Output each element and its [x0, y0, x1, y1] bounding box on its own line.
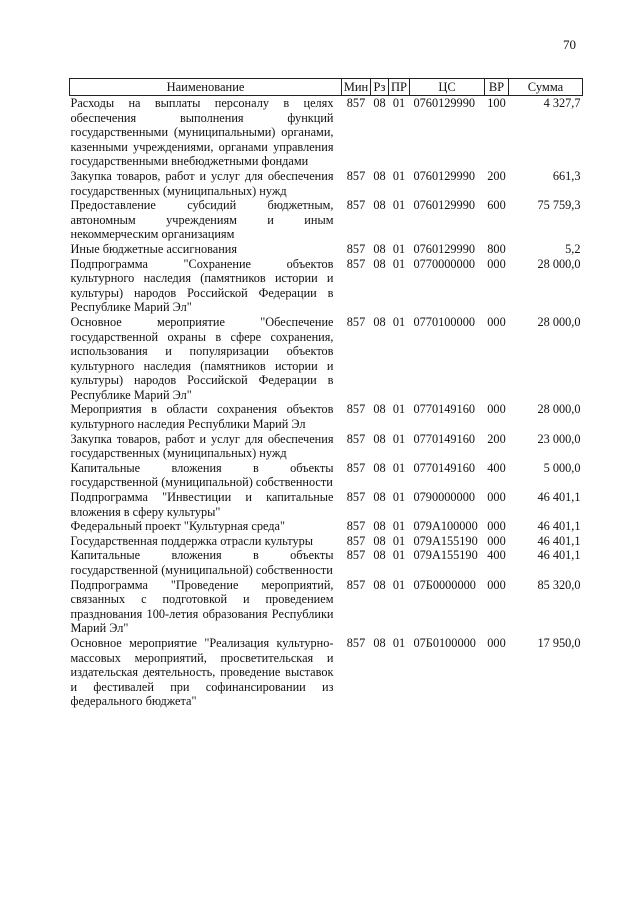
row-sum: 17 950,0 [537, 635, 581, 650]
row-cs: 07Б0100000 [413, 635, 476, 650]
row-sum: 661,3 [552, 168, 581, 183]
row-name: Государственная поддержка отрасли культуры [70, 533, 314, 548]
row-rz: 08 [373, 577, 386, 592]
row-name: Подпрограмма "Сохранение объектов культурного наследия (памятников истории и культуры) народов Российской Федерации в Республике Марий Эл" [70, 256, 334, 315]
row-min: 857 [346, 198, 366, 213]
row-name: Закупка товаров, работ и услуг для обеспечения государственных (муниципальных) нужд [70, 431, 334, 461]
table-row [70, 198, 583, 242]
table-row [70, 578, 583, 636]
row-pr: 01 [392, 241, 406, 256]
table-row [70, 315, 583, 403]
row-cs: 0760129990 [413, 198, 475, 213]
row-cs: 0770000000 [413, 256, 475, 271]
row-vr: 600 [487, 198, 506, 213]
row-name: Мероприятия в области сохранения объектов культурного наследия Республики Марий Эл [70, 402, 334, 432]
row-pr: 01 [392, 198, 406, 213]
row-vr: 000 [487, 256, 506, 271]
row-min: 857 [346, 168, 366, 183]
row-min: 857 [346, 256, 366, 271]
row-min: 857 [346, 577, 366, 592]
row-cs: 0770149160 [413, 460, 475, 475]
table-row [70, 534, 583, 549]
row-rz: 08 [373, 460, 386, 475]
table-row [70, 242, 583, 257]
header-vr: ВР [485, 79, 509, 96]
row-name: Капитальные вложения в объекты государственной (муниципальной) собственности [70, 548, 334, 577]
page-number: 70 [563, 37, 576, 52]
row-cs: 0760129990 [413, 241, 475, 256]
row-sum: 46 401,1 [537, 490, 581, 505]
row-vr: 200 [487, 168, 506, 183]
row-vr: 400 [487, 460, 506, 475]
header-sum: Сумма [509, 79, 583, 96]
header-pr: ПР [389, 79, 410, 96]
table-row [70, 548, 583, 577]
row-pr: 01 [392, 533, 406, 548]
row-sum: 28 000,0 [537, 402, 581, 417]
row-sum: 5,2 [565, 241, 581, 256]
row-cs: 0770100000 [413, 314, 475, 329]
row-name: Капитальные вложения в объекты государственной (муниципальной) собственности [70, 460, 334, 490]
row-cs: 079А100000 [413, 519, 478, 534]
row-cs: 07Б0000000 [413, 577, 476, 592]
row-rz: 08 [373, 256, 386, 271]
row-vr: 000 [487, 490, 506, 505]
row-min: 857 [346, 241, 366, 256]
table-body [70, 96, 583, 709]
header-cs: ЦС [410, 79, 485, 96]
row-pr: 01 [392, 256, 406, 271]
table-row [70, 96, 583, 169]
row-pr: 01 [392, 402, 406, 417]
row-cs: 079А155190 [413, 548, 478, 563]
table-header [70, 79, 583, 96]
row-min: 857 [346, 519, 366, 534]
row-cs: 0770149160 [413, 431, 475, 446]
table-row [70, 519, 583, 534]
row-pr: 01 [392, 577, 406, 592]
table-row [70, 432, 583, 461]
row-sum: 28 000,0 [537, 256, 581, 271]
row-name: Иные бюджетные ассигнования [70, 241, 238, 256]
row-min: 857 [346, 548, 366, 563]
row-min: 857 [346, 402, 366, 417]
row-vr: 000 [487, 635, 506, 650]
row-pr: 01 [392, 548, 406, 563]
row-name: Подпрограмма "Проведение мероприятий, связанных с подготовкой и проведением празднования 100-летия образования Республики Марий Эл" [70, 577, 334, 636]
row-pr: 01 [392, 519, 406, 534]
table-row [70, 402, 583, 431]
row-sum: 28 000,0 [537, 314, 581, 329]
row-name: Расходы на выплаты персоналу в целях обеспечения выполнения функций государственными (муниципальными) органами, казенными учреждениями, органами управления государственными внебюджетными фондами [70, 96, 334, 169]
row-name: Основное мероприятие "Реализация культурно-массовых мероприятий, просветительская и издательская деятельность, проведение выставок и фестивалей при софинансировании из федерального бюджета" [70, 635, 334, 709]
header-min: Мин [342, 79, 371, 96]
row-sum: 4 327,7 [543, 96, 581, 110]
row-name: Закупка товаров, работ и услуг для обеспечения государственных (муниципальных) нужд [70, 168, 334, 198]
row-vr: 000 [487, 402, 506, 417]
table-row [70, 169, 583, 198]
row-vr: 000 [487, 314, 506, 329]
table-row [70, 257, 583, 315]
row-rz: 08 [373, 241, 386, 256]
row-vr: 100 [487, 96, 506, 110]
row-rz: 08 [373, 635, 386, 650]
budget-table [69, 78, 583, 709]
row-pr: 01 [392, 490, 406, 505]
table-row [70, 490, 583, 519]
row-rz: 08 [373, 548, 386, 563]
row-vr: 800 [487, 241, 506, 256]
row-sum: 85 320,0 [537, 577, 581, 592]
row-min: 857 [346, 533, 366, 548]
row-pr: 01 [392, 460, 406, 475]
row-name: Предоставление субсидий бюджетным, автономным учреждениям и иным некоммерческим организациям [70, 198, 334, 242]
table-row [70, 636, 583, 709]
row-min: 857 [346, 460, 366, 475]
row-vr: 000 [487, 533, 506, 548]
row-min: 857 [346, 96, 366, 110]
row-name: Федеральный проект "Культурная среда" [70, 519, 286, 534]
row-pr: 01 [392, 431, 406, 446]
row-rz: 08 [373, 402, 386, 417]
row-name: Подпрограмма "Инвестиции и капитальные вложения в сферу культуры" [70, 490, 334, 519]
row-cs: 079А155190 [413, 533, 478, 548]
row-sum: 5 000,0 [543, 460, 581, 475]
row-sum: 23 000,0 [537, 431, 581, 446]
header-rz: Рз [371, 79, 389, 96]
row-sum: 46 401,1 [537, 533, 581, 548]
row-rz: 08 [373, 533, 386, 548]
row-pr: 01 [392, 96, 406, 110]
row-pr: 01 [392, 314, 406, 329]
row-rz: 08 [373, 431, 386, 446]
header-row [70, 79, 583, 96]
row-rz: 08 [373, 198, 386, 213]
row-name: Основное мероприятие "Обеспечение государственной охраны в сфере сохранения, использования и популяризации объектов культурного наследия (памятников истории и культуры) народов Российской Федерации в Республике Марий Эл" [70, 314, 334, 402]
row-sum: 46 401,1 [537, 548, 581, 563]
row-rz: 08 [373, 314, 386, 329]
row-min: 857 [346, 490, 366, 505]
row-rz: 08 [373, 490, 386, 505]
row-rz: 08 [373, 519, 386, 534]
row-sum: 46 401,1 [537, 519, 581, 534]
header-name: Наименование [70, 79, 342, 96]
row-vr: 000 [487, 519, 506, 534]
row-pr: 01 [392, 168, 406, 183]
row-cs: 0770149160 [413, 402, 475, 417]
table-row [70, 461, 583, 490]
row-vr: 200 [487, 431, 506, 446]
row-vr: 000 [487, 577, 506, 592]
row-min: 857 [346, 314, 366, 329]
row-rz: 08 [373, 168, 386, 183]
row-min: 857 [346, 431, 366, 446]
row-cs: 0760129990 [413, 96, 475, 110]
row-sum: 75 759,3 [537, 198, 581, 213]
row-cs: 0790000000 [413, 490, 475, 505]
row-min: 857 [346, 635, 366, 650]
row-vr: 400 [487, 548, 506, 563]
row-rz: 08 [373, 96, 386, 110]
row-pr: 01 [392, 635, 406, 650]
row-cs: 0760129990 [413, 168, 475, 183]
